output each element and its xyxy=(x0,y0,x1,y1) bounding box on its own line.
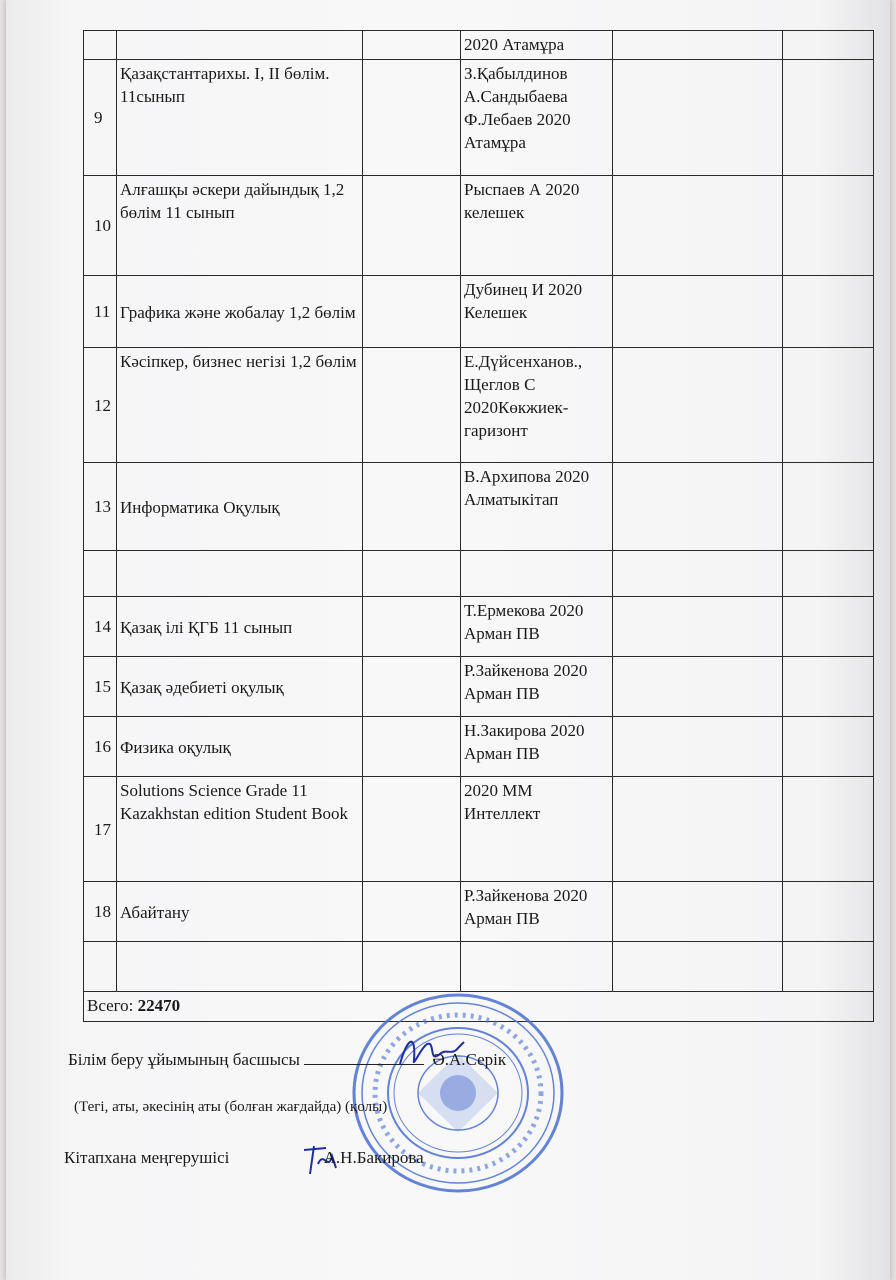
book-title: Кәсіпкер, бизнес негізі 1,2 бөлім xyxy=(117,348,363,463)
book-author: Рыспаев А 2020 келешек xyxy=(461,176,613,276)
empty-cell xyxy=(613,348,783,463)
book-title: Қазақ ілі ҚГБ 11 сынып xyxy=(117,597,363,657)
book-author: Дубинец И 2020 Келешек xyxy=(461,276,613,348)
table-row xyxy=(84,463,874,551)
row-number: 13 xyxy=(84,463,117,551)
empty-cell xyxy=(783,348,874,463)
empty-cell xyxy=(783,551,874,597)
empty-cell xyxy=(783,463,874,551)
head-name: Ә.А.Серік xyxy=(432,1050,507,1069)
empty-cell xyxy=(613,551,783,597)
empty-cell xyxy=(783,176,874,276)
head-line xyxy=(68,1048,506,1070)
empty-cell xyxy=(613,942,783,992)
empty-cell xyxy=(363,276,461,348)
row-number: 14 xyxy=(84,597,117,657)
row-number: 18 xyxy=(84,882,117,942)
table-row xyxy=(84,348,874,463)
row-number: 16 xyxy=(84,717,117,777)
empty-cell xyxy=(363,348,461,463)
librarian-label: Кітапхана меңгерушісі xyxy=(64,1148,230,1167)
empty-cell xyxy=(363,60,461,176)
table-row xyxy=(84,176,874,276)
empty-cell xyxy=(783,60,874,176)
book-title xyxy=(117,551,363,597)
empty-cell xyxy=(613,717,783,777)
empty-cell xyxy=(783,657,874,717)
book-author: Н.Закирова 2020 Арман ПВ xyxy=(461,717,613,777)
empty-cell xyxy=(613,777,783,882)
book-title: Абайтану xyxy=(117,882,363,942)
table-row xyxy=(84,882,874,942)
book-title: Графика және жобалау 1,2 бөлім xyxy=(117,276,363,348)
book-author: Р.Зайкенова 2020 Арман ПВ xyxy=(461,657,613,717)
empty-cell xyxy=(363,717,461,777)
book-author: Р.Зайкенова 2020 Арман ПВ xyxy=(461,882,613,942)
row-number xyxy=(84,31,117,60)
empty-cell xyxy=(613,657,783,717)
empty-cell xyxy=(613,31,783,60)
head-label: Білім беру ұйымының басшысы xyxy=(68,1050,300,1069)
book-author: 2020 ММ Интеллект xyxy=(461,777,613,882)
empty-cell xyxy=(363,463,461,551)
book-title: Solutions Science Grade 11 Kazakhstan edition Student Book xyxy=(117,777,363,882)
signature-line xyxy=(304,1048,424,1065)
empty-cell xyxy=(613,176,783,276)
table-row xyxy=(84,717,874,777)
book-author: Е.Дүйсенханов., Щеглов С 2020Көкжиек-гаризонт xyxy=(461,348,613,463)
empty-cell xyxy=(783,31,874,60)
empty-cell xyxy=(363,657,461,717)
book-author: 2020 Атамұра xyxy=(461,31,613,60)
table-row xyxy=(84,31,874,60)
empty-cell xyxy=(363,176,461,276)
book-author: Т.Ермекова 2020 Арман ПВ xyxy=(461,597,613,657)
total-value: 22470 xyxy=(137,996,181,1015)
table-row xyxy=(84,657,874,717)
book-title xyxy=(117,31,363,60)
empty-cell xyxy=(363,942,461,992)
empty-cell xyxy=(363,551,461,597)
book-author xyxy=(461,551,613,597)
empty-cell xyxy=(783,597,874,657)
row-number: 10 xyxy=(84,176,117,276)
librarian-name: А.Н.Бакирова xyxy=(323,1148,424,1167)
book-title: Қазақстантарихы. I, II бөлім. 11сынып xyxy=(117,60,363,176)
document-page xyxy=(6,0,890,1280)
table-row xyxy=(84,276,874,348)
empty-cell xyxy=(363,882,461,942)
librarian-line xyxy=(64,1148,424,1168)
row-number: 11 xyxy=(84,276,117,348)
book-author xyxy=(461,942,613,992)
row-number: 12 xyxy=(84,348,117,463)
book-title: Информатика Оқулық xyxy=(117,463,363,551)
books-table xyxy=(83,30,874,1022)
book-title xyxy=(117,942,363,992)
empty-cell xyxy=(363,777,461,882)
empty-cell xyxy=(613,60,783,176)
book-title: Қазақ әдебиеті оқулық xyxy=(117,657,363,717)
empty-cell xyxy=(783,882,874,942)
table-row xyxy=(84,60,874,176)
table-row xyxy=(84,551,874,597)
table-row xyxy=(84,597,874,657)
empty-cell xyxy=(363,597,461,657)
empty-cell xyxy=(783,276,874,348)
signature-note: (Тегі, аты, әкесінің аты (болған жағдайда) (қолы) xyxy=(74,1099,388,1115)
row-number: 9 xyxy=(84,60,117,176)
book-author: З.Қабылдинов А.Сандыбаева Ф.Лебаев 2020 Атамұра xyxy=(461,60,613,176)
row-number: 15 xyxy=(84,657,117,717)
empty-cell xyxy=(363,31,461,60)
empty-cell xyxy=(613,597,783,657)
book-title: Физика оқулық xyxy=(117,717,363,777)
row-number xyxy=(84,942,117,992)
table-row xyxy=(84,777,874,882)
empty-cell xyxy=(613,463,783,551)
empty-cell xyxy=(783,942,874,992)
book-author: В.Архипова 2020 Алматыкітап xyxy=(461,463,613,551)
book-title: Алғашқы әскери дайындық 1,2 бөлім 11 сынып xyxy=(117,176,363,276)
empty-cell xyxy=(613,882,783,942)
row-number: 17 xyxy=(84,777,117,882)
empty-cell xyxy=(783,717,874,777)
table-row xyxy=(84,942,874,992)
empty-cell xyxy=(613,276,783,348)
empty-cell xyxy=(783,777,874,882)
total-label: Всего: xyxy=(87,996,134,1015)
row-number xyxy=(84,551,117,597)
